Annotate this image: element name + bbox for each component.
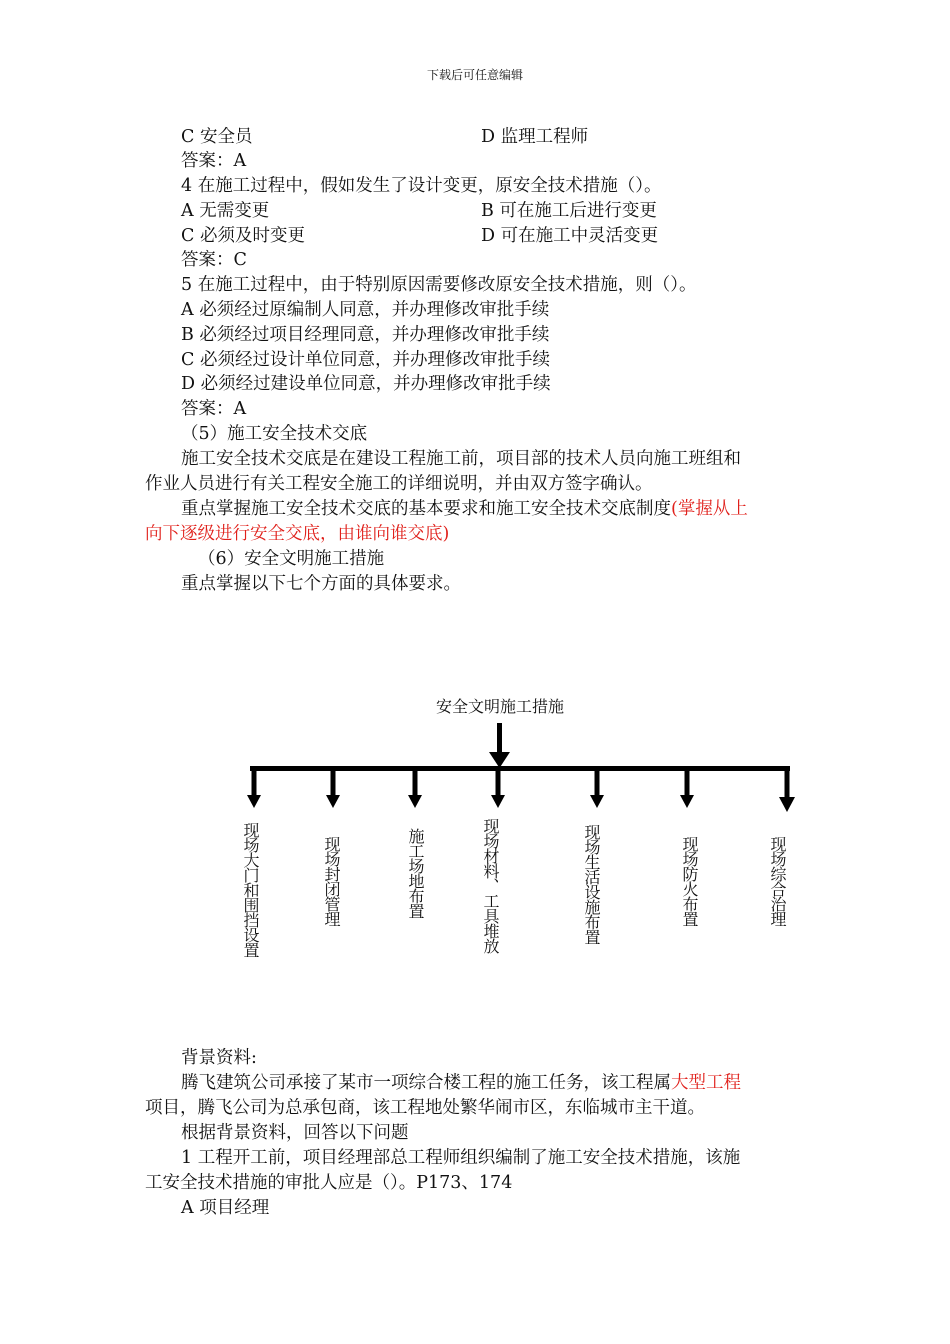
q3-option-d: D 监理工程师 <box>481 127 589 147</box>
section5-para2-text: 重点掌握施工安全技术交底的基本要求和施工安全技术交底制度 <box>181 499 671 519</box>
q5-stem: 5 在施工过程中，由于特别原因需要修改原安全技术措施，则（）。 <box>181 275 697 295</box>
flow-item-living-facilities: 现场生活设施布置 <box>582 824 601 944</box>
section5-para2-red2: 向下逐级进行安全交底，由谁向谁交底) <box>145 524 450 544</box>
flow-item-site-layout: 施工场地布置 <box>406 828 425 918</box>
background-line1 <box>181 1071 741 1095</box>
q5-option-b: B 必须经过项目经理同意，并办理修改审批手续 <box>181 325 550 345</box>
flow-item-fire: 现场防火布置 <box>680 836 699 926</box>
background-instruction: 根据背景资料，回答以下问题 <box>181 1123 409 1143</box>
q4-option-a: A 无需变更 <box>181 201 270 221</box>
q4-stem: 4 在施工过程中，假如发生了设计变更，原安全技术措施（）。 <box>181 176 662 196</box>
section5-para2-line1 <box>181 497 748 521</box>
q4-option-d: D 可在施工中灵活变更 <box>481 226 659 246</box>
page-header: 下载后可任意编辑 <box>426 68 523 82</box>
q5-option-d: D 必须经过建设单位同意，并办理修改审批手续 <box>181 374 551 394</box>
background-line2: 项目，腾飞公司为总承包商，该工程地处繁华闹市区，东临城市主干道。 <box>145 1098 705 1118</box>
q5-answer: 答案：A <box>181 399 247 419</box>
section6-para: 重点掌握以下七个方面的具体要求。 <box>181 574 461 594</box>
section5-para1-line1: 施工安全技术交底是在建设工程施工前，项目部的技术人员向施工班组和 <box>181 449 741 469</box>
flowchart-title: 安全文明施工措施 <box>435 697 564 716</box>
flow-trunk <box>497 723 502 755</box>
background-line1-red: 大型工程 <box>671 1073 741 1093</box>
background-q1-line1: 1 工程开工前，项目经理部总工程师组织编制了施工安全技术措施，该施 <box>181 1148 741 1168</box>
q4-option-b: B 可在施工后进行变更 <box>481 201 657 221</box>
background-q1-option-a: A 项目经理 <box>181 1198 270 1218</box>
flow-item-governance: 现场综合治理 <box>768 836 787 926</box>
background-line1-text: 腾飞建筑公司承接了某市一项综合楼工程的施工任务，该工程属 <box>181 1073 671 1093</box>
background-label: 背景资料: <box>181 1048 257 1068</box>
q4-answer: 答案：C <box>181 250 247 270</box>
q5-option-c: C 必须经过设计单位同意，并办理修改审批手续 <box>181 350 550 370</box>
q3-answer: 答案：A <box>181 151 247 171</box>
flow-item-enclosure: 现场封闭管理 <box>322 836 341 926</box>
q5-option-a: A 必须经过原编制人同意，并办理修改审批手续 <box>181 300 550 320</box>
q4-option-c: C 必须及时变更 <box>181 226 305 246</box>
section5-heading: （5）施工安全技术交底 <box>181 424 368 444</box>
background-q1-line2: 工安全技术措施的审批人应是（）。P173、174 <box>145 1173 513 1193</box>
q3-option-c: C 安全员 <box>181 127 253 147</box>
flow-item-materials: 现场材料、工具堆放 <box>481 818 500 953</box>
section5-para2-red1: (掌握从上 <box>671 499 748 519</box>
flow-item-gate: 现场大门和围挡设置 <box>241 822 260 957</box>
flow-bus <box>250 766 790 771</box>
section5-para1-line2: 作业人员进行有关工程安全施工的详细说明，并由双方签字确认。 <box>145 474 653 494</box>
flow-trunk-arrowhead <box>489 752 510 768</box>
section6-heading: （6）安全文明施工措施 <box>198 549 385 569</box>
flow-branches <box>247 768 795 812</box>
